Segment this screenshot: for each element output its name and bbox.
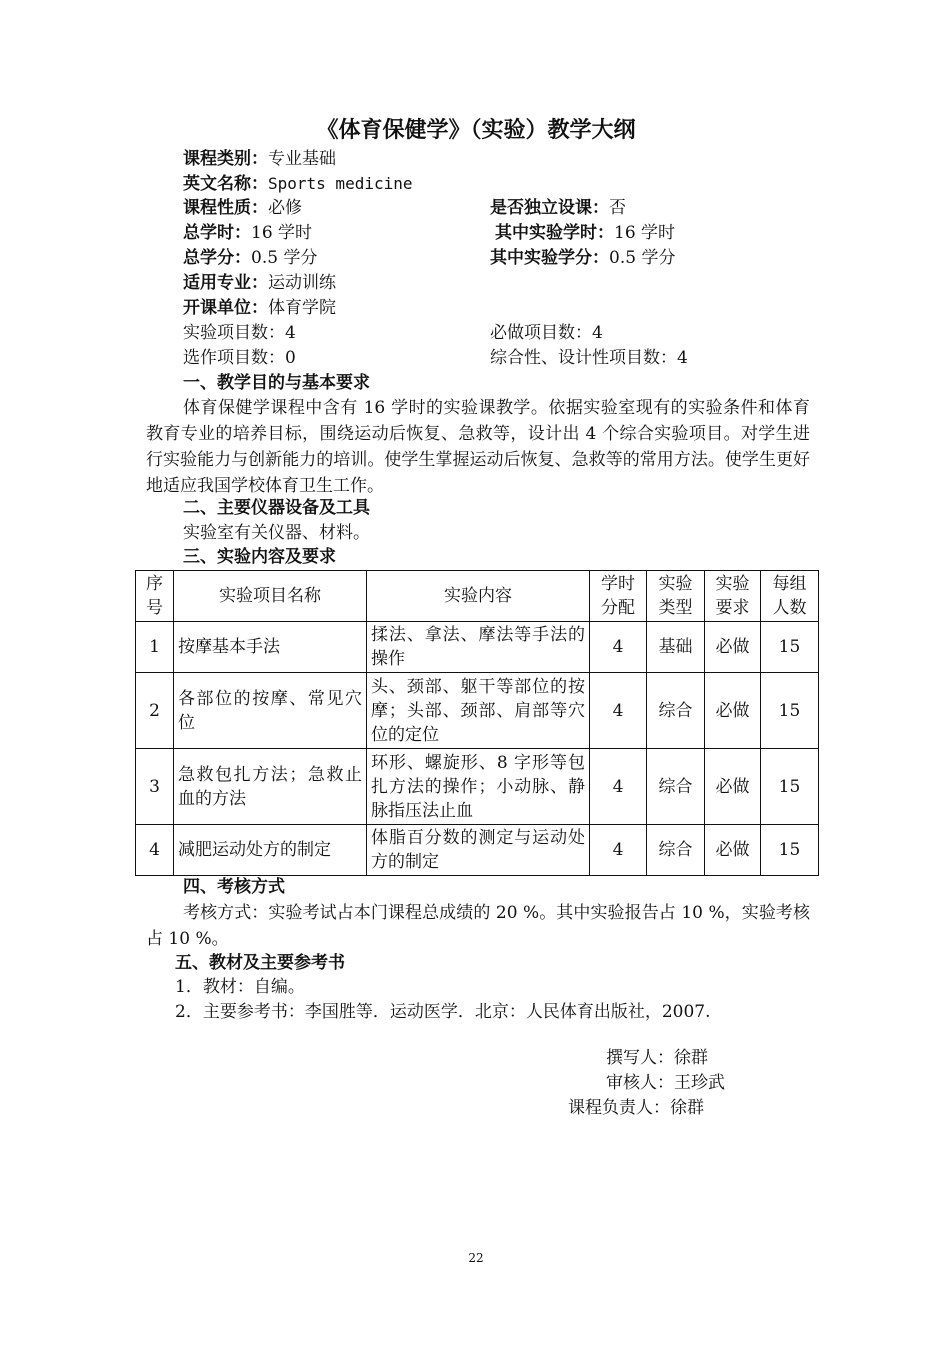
exp-hours — [495, 221, 675, 245]
independent-course-value: 否 — [609, 198, 626, 218]
row-requirement: 必做 — [705, 622, 761, 673]
section4-text: 考核方式：实验考试占本门课程总成绩的 20 %。其中实验报告占 10 %，实验考核占 10 %。 — [146, 903, 810, 949]
total-hours-value: 16 学时 — [251, 223, 313, 243]
row-people: 15 — [761, 825, 819, 876]
reference-item-1: 1．教材：自编。 — [175, 977, 305, 997]
total-hours — [183, 221, 312, 245]
exp-project-count: 实验项目数：4 — [183, 323, 296, 343]
row-hours: 4 — [590, 749, 647, 825]
exp-credits — [490, 246, 675, 270]
page-number: 22 — [468, 1251, 484, 1265]
section2-text: 实验室有关仪器、材料。 — [183, 523, 370, 543]
row-hours: 4 — [590, 673, 647, 749]
header-hours: 学时分配 — [590, 571, 647, 622]
reference-item-2: 2．主要参考书：李国胜等．运动医学．北京：人民体育出版社，2007. — [175, 1002, 711, 1022]
course-nature-label: 课程性质： — [183, 198, 268, 218]
table-row — [136, 825, 819, 876]
row-content: 环形、螺旋形、8 字形等包扎方法的操作；小动脉、静脉指压法止血 — [367, 749, 590, 825]
header-no: 序号 — [136, 571, 174, 622]
row-hours: 4 — [590, 825, 647, 876]
total-credits-label: 总学分： — [183, 248, 251, 268]
section1-heading: 一、教学目的与基本要求 — [183, 373, 370, 393]
experiment-table — [135, 570, 819, 876]
row-name: 减肥运动处方的制定 — [174, 825, 367, 876]
header-name: 实验项目名称 — [174, 571, 367, 622]
row-no: 3 — [136, 749, 174, 825]
row-name: 急救包扎方法；急救止血的方法 — [174, 749, 367, 825]
row-requirement: 必做 — [705, 749, 761, 825]
page-title: 《体育保健学》（实验）教学大纲 — [316, 118, 636, 143]
independent-course-label: 是否独立设课： — [490, 198, 609, 218]
offering-dept-label: 开课单位： — [183, 298, 268, 318]
offering-dept — [183, 296, 336, 320]
row-hours: 4 — [590, 622, 647, 673]
design-project-count: 综合性、设计性项目数：4 — [490, 348, 688, 368]
row-type: 基础 — [647, 622, 705, 673]
table-row — [136, 749, 819, 825]
total-credits — [183, 246, 317, 270]
header-requirement: 实验要求 — [705, 571, 761, 622]
offering-dept-value: 体育学院 — [268, 298, 336, 318]
row-type: 综合 — [647, 749, 705, 825]
table-row — [136, 622, 819, 673]
english-name-label: 英文名称： — [183, 174, 268, 194]
independent-course — [490, 196, 626, 220]
course-nature — [183, 196, 302, 220]
table-header-row — [136, 571, 819, 622]
writer-signature: 撰写人：徐群 — [606, 1048, 708, 1068]
english-name — [183, 172, 413, 196]
total-credits-value: 0.5 学分 — [251, 248, 318, 268]
row-no: 2 — [136, 673, 174, 749]
exp-credits-label: 其中实验学分： — [490, 248, 609, 268]
course-category-value: 专业基础 — [268, 149, 336, 169]
applicable-major-label: 适用专业： — [183, 273, 268, 293]
exp-hours-value: 16 学时 — [614, 223, 676, 243]
english-name-value: Sports medicine — [268, 174, 413, 193]
row-people: 15 — [761, 749, 819, 825]
header-type: 实验类型 — [647, 571, 705, 622]
course-category-label: 课程类别： — [183, 149, 268, 169]
table-row — [136, 673, 819, 749]
header-people: 每组人数 — [761, 571, 819, 622]
section3-heading: 三、实验内容及要求 — [183, 547, 336, 567]
row-content: 体脂百分数的测定与运动处方的制定 — [367, 825, 590, 876]
section5-heading: 五、教材及主要参考书 — [175, 953, 345, 973]
leader-signature: 课程负责人：徐群 — [568, 1098, 704, 1118]
exp-credits-value: 0.5 学分 — [609, 248, 676, 268]
row-people: 15 — [761, 673, 819, 749]
row-requirement: 必做 — [705, 825, 761, 876]
section4-heading: 四、考核方式 — [183, 877, 285, 897]
row-content: 揉法、拿法、摩法等手法的操作 — [367, 622, 590, 673]
row-people: 15 — [761, 622, 819, 673]
row-type: 综合 — [647, 673, 705, 749]
applicable-major-value: 运动训练 — [268, 273, 336, 293]
row-no: 4 — [136, 825, 174, 876]
header-content: 实验内容 — [367, 571, 590, 622]
course-category — [183, 147, 336, 171]
row-name: 按摩基本手法 — [174, 622, 367, 673]
applicable-major — [183, 271, 336, 295]
row-content: 头、颈部、躯干等部位的按摩；头部、颈部、肩部等穴位的定位 — [367, 673, 590, 749]
optional-project-count: 选作项目数：0 — [183, 348, 296, 368]
row-no: 1 — [136, 622, 174, 673]
section2-heading: 二、主要仪器设备及工具 — [183, 498, 370, 518]
course-nature-value: 必修 — [268, 198, 302, 218]
required-project-count: 必做项目数：4 — [490, 323, 603, 343]
row-requirement: 必做 — [705, 673, 761, 749]
total-hours-label: 总学时： — [183, 223, 251, 243]
exp-hours-label: 其中实验学时： — [495, 223, 614, 243]
section1-text: 体育保健学课程中含有 16 学时的实验课教学。依据实验室现有的实验条件和体育教育专业的培养目标，围绕运动后恢复、急救等，设计出 4 个综合实验项目。对学生进行实验能力与创新能力的培训。使学生掌握运动后恢复、急救等的常用方法。使学生更好地适应我国学校体育卫生工作。 — [146, 398, 810, 496]
row-name: 各部位的按摩、常见穴位 — [174, 673, 367, 749]
row-type: 综合 — [647, 825, 705, 876]
reviewer-signature: 审核人：王珍武 — [606, 1073, 725, 1093]
